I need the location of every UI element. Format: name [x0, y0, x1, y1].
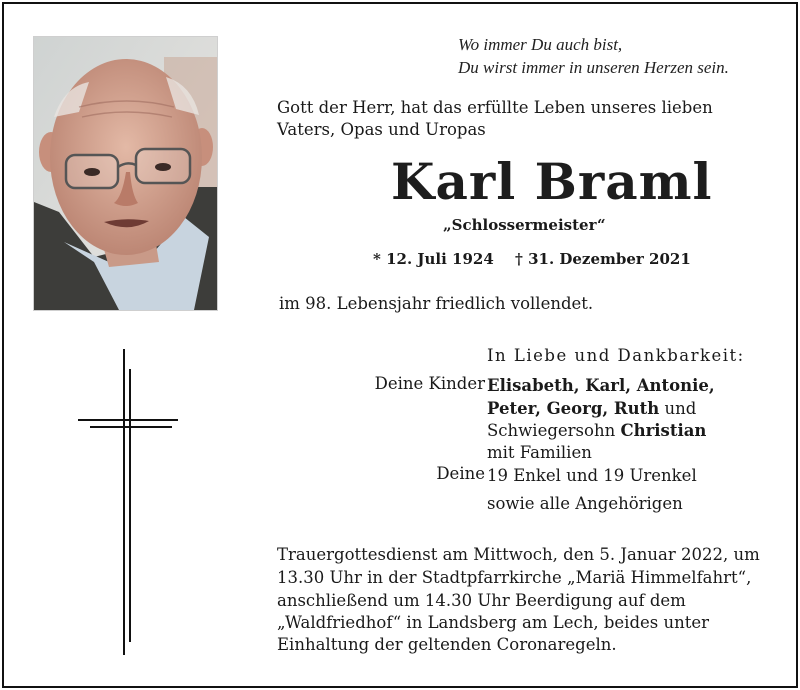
death-date: † 31. Dezember 2021 — [515, 250, 691, 268]
service-line-5: Einhaltung der geltenden Coronaregeln. — [277, 635, 617, 654]
deceased-name: Karl Braml — [391, 152, 713, 211]
kinder-and: und — [659, 399, 697, 418]
service-line-4: „Waldfriedhof“ in Landsberg am Lech, beides unter — [277, 613, 710, 632]
kinder-label: Deine Kinder — [374, 374, 485, 393]
birth-date: * 12. Juli 1924 — [373, 250, 494, 268]
schwiegersohn-name: Christian — [620, 421, 707, 440]
enkel-line: 19 Enkel und 19 Urenkel — [487, 466, 697, 485]
intro-line-1: Gott der Herr, hat das erfüllte Leben unseres lieben — [277, 98, 713, 117]
mourners-heading: In Liebe und Dankbarkeit: — [487, 346, 745, 365]
kinder-line-4: mit Familien — [487, 443, 592, 462]
kinder-line-3 — [487, 421, 706, 440]
kinder-line-1-part: Elisabeth, Karl, Antonie, — [487, 376, 715, 395]
kinder-line-1 — [487, 376, 715, 395]
kinder-names: Peter, Georg, Ruth — [487, 399, 660, 418]
intro-line-2: Vaters, Opas und Uropas — [277, 120, 486, 139]
schwiegersohn-label: Schwiegersohn — [487, 421, 621, 440]
service-line-1: Trauergottesdienst am Mittwoch, den 5. Januar 2022, um — [277, 545, 760, 564]
kinder-line-2 — [487, 399, 696, 418]
deceased-title: „Schlossermeister“ — [443, 216, 606, 234]
motto-line-1: Wo immer Du auch bist, — [458, 35, 623, 54]
service-line-2: 13.30 Uhr in der Stadtpfarrkirche „Mariä Himmelfahrt“, — [277, 568, 752, 587]
portrait-illustration — [34, 37, 217, 310]
others-line: sowie alle Angehörigen — [487, 494, 683, 513]
portrait-photo — [33, 36, 218, 311]
enkel-label: Deine — [436, 464, 485, 483]
cross-icon — [76, 347, 180, 657]
service-line-3: anschließend um 14.30 Uhr Beerdigung auf dem — [277, 591, 686, 610]
passing-text: im 98. Lebensjahr friedlich vollendet. — [279, 294, 594, 313]
motto-line-2: Du wirst immer in unseren Herzen sein. — [458, 58, 729, 77]
